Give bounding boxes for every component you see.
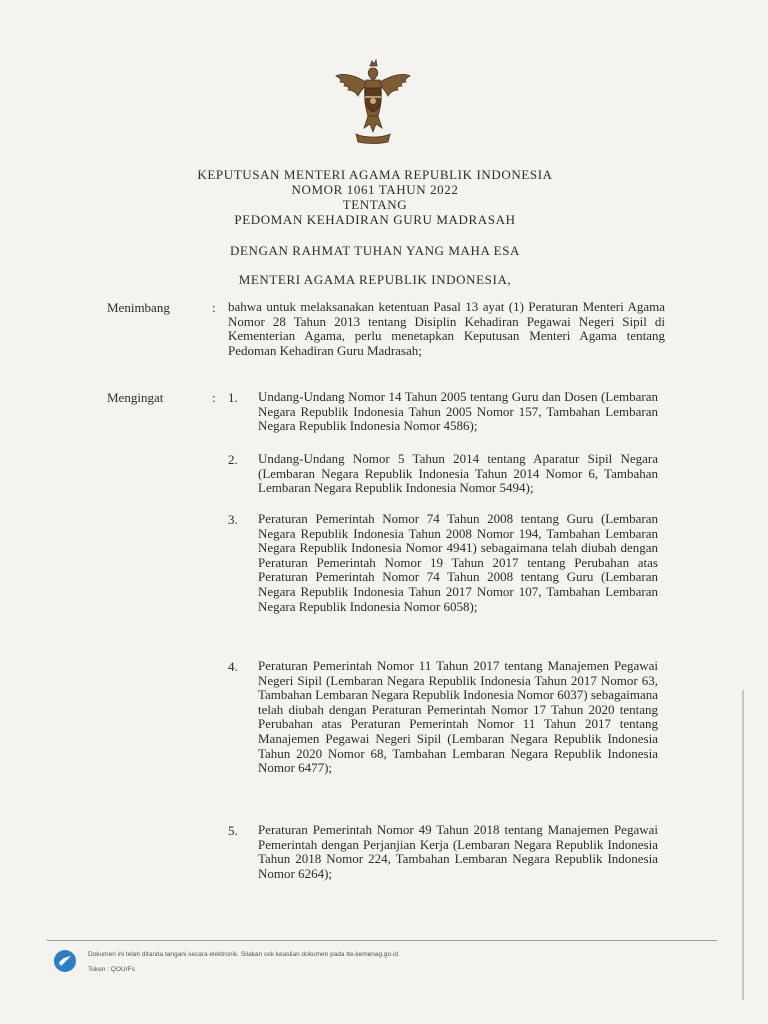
list-item: Undang-Undang Nomor 5 Tahun 2014 tentang Aparatur Sipil Negara (Lembaran Negara Republik Indonesia Tahun 2014 Nomor 6, Tambahan Lembaran Negara Republik Indonesia Nomor 5494); [258, 451, 658, 496]
decree-title: KEPUTUSAN MENTERI AGAMA REPUBLIK INDONESIA [197, 167, 553, 182]
decree-number: NOMOR 1061 TAHUN 2022 [291, 182, 459, 197]
decree-tentang: TENTANG [342, 197, 408, 212]
footer-token: Token : QOUrFs [88, 966, 135, 973]
menimbang-colon: : [212, 300, 216, 315]
garuda-emblem-icon [330, 58, 416, 152]
list-item: Undang-Undang Nomor 14 Tahun 2005 tentang Guru dan Dosen (Lembaran Negara Republik Indonesia Tahun 2005 Nomor 157, Tambahan Lembaran Negara Republik Indonesia Nomor 4586); [258, 389, 658, 434]
e-signature-icon [52, 948, 78, 974]
decree-subject: PEDOMAN KEHADIRAN GURU MADRASAH [234, 212, 516, 227]
mengingat-colon: : [212, 390, 216, 405]
list-item: Peraturan Pemerintah Nomor 49 Tahun 2018 tentang Manajemen Pegawai Pemerintah dengan Perjanjian Kerja (Lembaran Negara Republik Indonesia Tahun 2018 Nomor 224, Tambahan Lembaran Negara Republik Indonesia Nomor 6264); [258, 822, 658, 881]
list-item-number: 5. [228, 823, 238, 838]
scan-edge-line [742, 690, 744, 1000]
list-item: Peraturan Pemerintah Nomor 11 Tahun 2017 tentang Manajemen Pegawai Negeri Sipil (Lembaran Negara Republik Indonesia Tahun 2017 Nomor 63, Tambahan Lembaran Negara Republik Indonesia Nomor 6037) sebagaimana telah diubah dengan Peraturan Pemerintah Nomor 17 Tahun 2020 tentang Perubahan atas Peraturan Pemerintah Nomor 11 Tahun 2017 tentang Manajemen Pegawai Negeri Sipil (Lembaran Negara Republik Indonesia Tahun 2020 Nomor 68, Tambahan Lembaran Negara Republik Indonesia Nomor 6477); [258, 658, 658, 776]
list-item-number: 3. [228, 512, 238, 527]
list-item-number: 1. [228, 390, 238, 405]
mengingat-label: Mengingat [107, 390, 164, 405]
issuer: MENTERI AGAMA REPUBLIK INDONESIA, [238, 272, 512, 287]
menimbang-label: Menimbang [107, 300, 170, 315]
list-item-number: 2. [228, 452, 238, 467]
footer-note: Dokumen ini telah ditanda tangani secara elektronik. Silakan cek keaslian dokumen pada ttе.kemenag.go.id [88, 951, 399, 958]
invocation: DENGAN RAHMAT TUHAN YANG MAHA ESA [229, 243, 521, 258]
list-item: Peraturan Pemerintah Nomor 74 Tahun 2008 tentang Guru (Lembaran Negara Republik Indonesia Tahun 2008 Nomor 194, Tambahan Lembaran Negara Republik Indonesia Nomor 4941) sebagaimana telah diubah dengan Peraturan Pemerintah Nomor 19 Tahun 2017 tentang Perubahan atas Peraturan Pemerintah Nomor 74 Tahun 2008 tentang Guru (Lembaran Negara Republik Indonesia Tahun 2017 Nomor 107, Tambahan Lembaran Negara Republik Indonesia Nomor 6058); [258, 511, 658, 614]
list-item-number: 4. [228, 659, 238, 674]
footer-divider [47, 940, 717, 941]
menimbang-text: bahwa untuk melaksanakan ketentuan Pasal 13 ayat (1) Peraturan Menteri Agama Nomor 28 Tahun 2013 tentang Disiplin Kehadiran Pegawai Negeri Sipil di Kementerian Agama, perlu menetapkan Keputusan Menteri Agama tentang Pedoman Kehadiran Guru Madrasah; [228, 299, 665, 358]
